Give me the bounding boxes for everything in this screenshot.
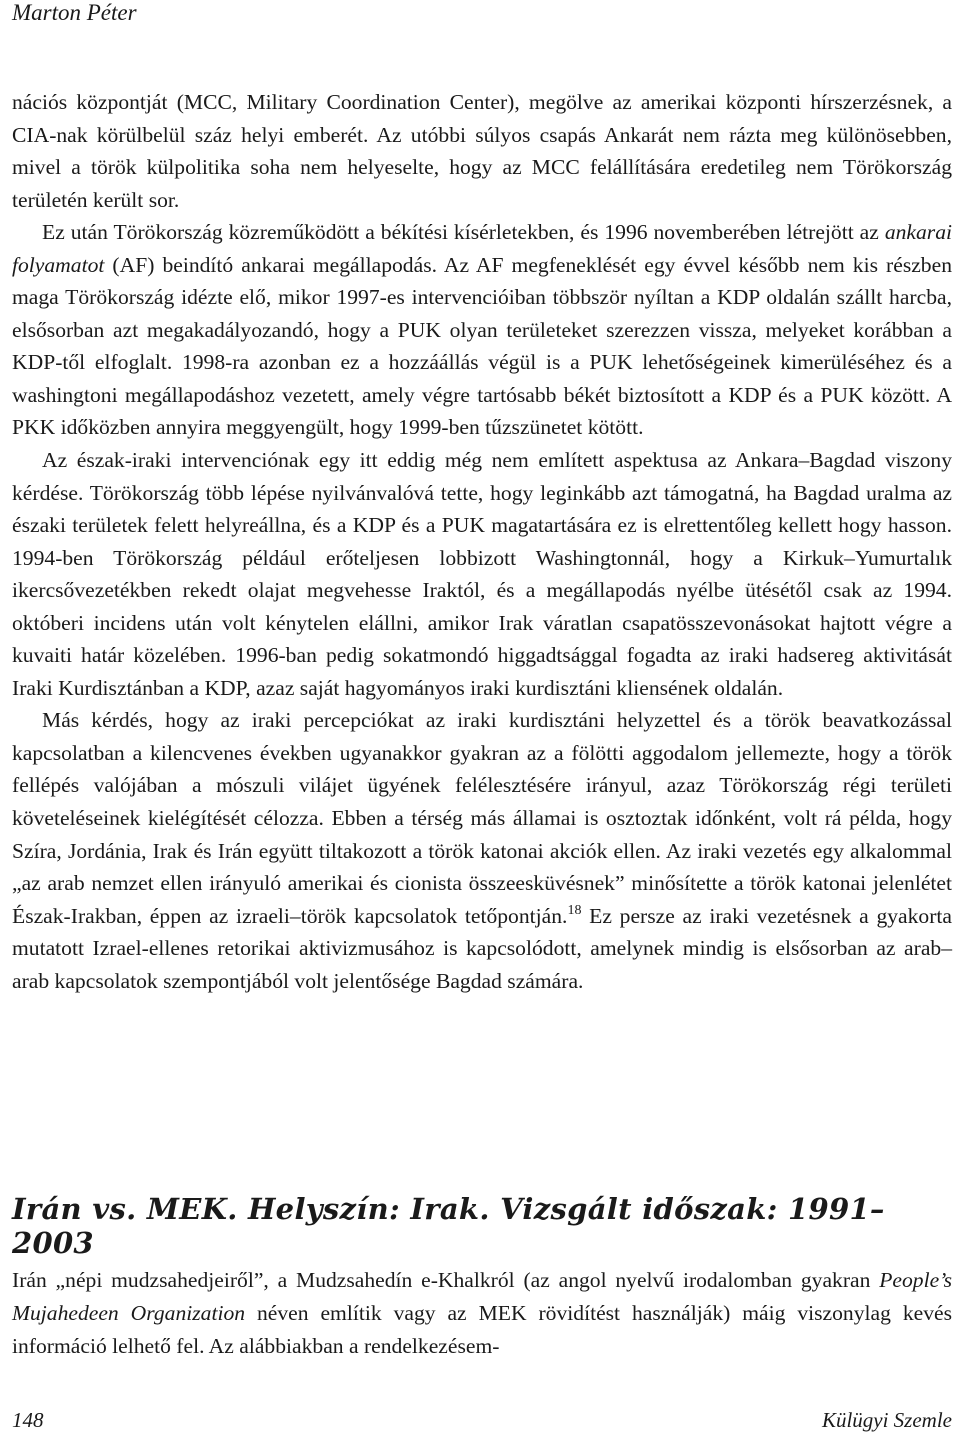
text-run: Más kérdés, hogy az iraki percepciókat az iraki kurdisztáni helyzettel és a török beavatkozással kapcsolatban a kilencvenes években ugyanakkor gyakran az a fölötti aggodalom jellemezte, hogy a török fellépés valójában a mószuli vilájet ügyének felélesztésére irányul, azaz Törökország régi területi követeléseinek kielégítését célozza. Ebben a térség más államai is osztoztak időnként, volt rá példa, hogy Szíra, Jordánia, Irak és Irán együtt tiltakozott a török katonai akciók ellen. Az iraki vezetés egy alkalommal „az arab nemzet ellen irányuló amerikai és cionista összeesküvésnek” minősítette a török katonai jelenlétet Észak-Irakban, éppen az izraeli–török kapcsolatok tetőpontján. (12, 708, 952, 928)
page-number: 148 (12, 1408, 44, 1432)
journal-name: Külügyi Szemle (821, 1408, 952, 1432)
paragraph (12, 86, 952, 216)
paragraph (12, 704, 952, 997)
text-run: Az észak-iraki intervenciónak egy itt eddig még nem említett aspektusa az Ankara–Bagdad viszony kérdése. Törökország több lépése nyilvánvalóvá tette, hogy leginkább azt támogatná, ha Bagdad uralma az északi területek felett helyreállna, és a KDP és a PUK magatartására ez is elrettentőleg kellett hogy hasson. 1994-ben Törökország például erőteljesen lobbizott Washingtonnál, hogy a Kirkuk–Yumurtalık ikercsővezetékben rekedt olajat megvehesse Iraktól, és a megállapodás nyélbe ütésétől csak az 1994. októberi incidens után volt kénytelen elállni, amikor Irak váratlan csapatösszevonásokat hajtott végre a kuvaiti határ közelében. 1996-ban pedig sokatmondó higgadtsággal fogadta az iraki hadsereg aktivitását Iraki Kurdisztánban a KDP, azaz saját hagyományos iraki kurdisztáni kliensének oldalán. (12, 448, 952, 700)
main-text (12, 86, 952, 997)
footnote-reference[interactable]: 18 (567, 902, 582, 918)
italic-term: People’s Mujahedeen Organization (12, 1268, 952, 1325)
text-run: nációs központját (MCC, Military Coordination Center), megölve az amerikai központi hírszerzésnek, a CIA-nak körülbelül száz helyi emberét. Az utóbbi súlyos csapás Ankarát nem rázta meg különösebben, mivel a török külpolitika soha nem helyeselte, hogy az MCC felállítására eredetileg nem Törökország területén került sor. (12, 90, 952, 212)
section-text (12, 1264, 952, 1363)
text-run: néven említik vagy az MEK rövidítést használják) máig viszonylag kevés információ lelhető fel. Az alábbiakban a rendelkezésem- (12, 1301, 952, 1358)
text-run: Irán „népi mudzsahedjeiről”, a Mudzsahedín e-Khalkról (az angol nyelvű irodalomban gyakran (12, 1268, 880, 1292)
text-run: (AF) beindító ankarai megállapodás. Az AF megfeneklését egy évvel később nem kis részben maga Törökország idézte elő, mikor 1997-es intervencióiban többször nyíltan a KDP oldalán szállt harcba, elsősorban azt megakadályozandó, hogy a PUK olyan területeket szerezzen vissza, melyeket korábban a KDP-től elfoglalt. 1998-ra azonban ez a hozzáállás végül is a PUK lehetőségeinek kimerüléséhez és a washingtoni megállapodáshoz vezetett, amely végre tartósabb békét biztosított a KDP és a PUK között. A PKK időközben annyira meggyengült, hogy 1999-ben tűzszünetet kötött. (12, 252, 952, 440)
section-heading: Irán vs. MEK. Helyszín: Irak. Vizsgált időszak: 1991–2003 (12, 1192, 885, 1260)
paragraph (12, 444, 952, 704)
italic-term: ankarai folyamatot (12, 220, 952, 277)
section-paragraph (12, 1264, 952, 1363)
paragraph (12, 216, 952, 444)
text-run: Ez után Törökország közreműködött a békítési kísérletekben, és 1996 novemberében létrejött az (42, 220, 885, 245)
text-run: Ez persze az iraki vezetésnek a gyakorta mutatott Izrael-ellenes retorikai aktivizmusához is kapcsolódott, amelynek mindig is elsősorban az arab–arab kapcsolatok szempontjából volt jelentősége Bagdad számára. (12, 903, 952, 993)
running-header-author: Marton Péter (12, 0, 137, 25)
